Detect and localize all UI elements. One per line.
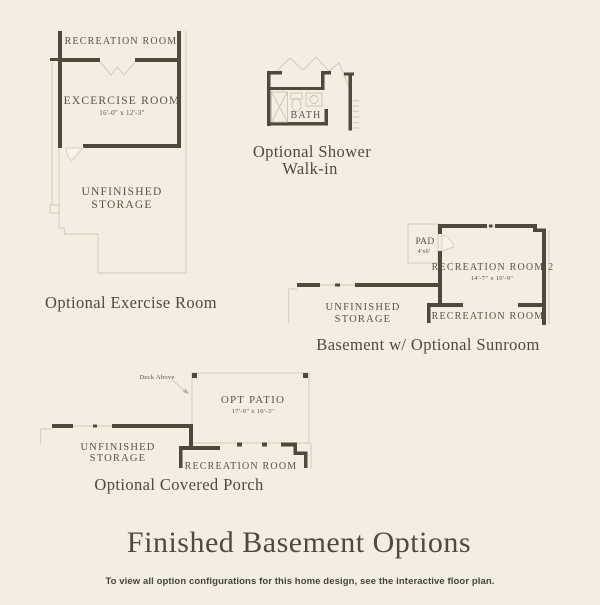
wall-segment [179,446,220,450]
window-tick [335,284,340,287]
door-swing [442,235,454,252]
left-corner-line [41,429,53,444]
wall-segment [355,283,438,287]
window-tick [93,425,97,428]
window-tick [262,443,267,447]
wall-segment [438,251,442,307]
storage-label-line2: STORAGE [334,314,392,325]
porch-post [192,373,197,378]
optional-exercise-room-plan [45,31,217,312]
wall-segment [267,87,325,90]
plan-caption: Optional Exercise Room [45,293,217,312]
optional-shower-walkin-plan [253,57,371,178]
wall-segment [438,224,442,234]
roof-sketch-line [276,58,303,72]
wall-segment [321,71,331,75]
recreation-room-label: RECREATION ROOM [184,461,298,472]
wall-segment [58,58,100,62]
sink-counter [306,93,322,106]
wall-segment [297,283,320,287]
opt-patio-label: OPT PATIO [220,394,286,406]
left-corner-line [289,289,298,323]
wall-segment [50,58,58,61]
wall-segment [83,144,181,148]
window-tick [237,443,242,447]
door-swing [66,148,83,161]
wall-segment [267,122,328,126]
plan-caption-line1: Optional Shower [252,142,372,161]
plan-caption: Optional Covered Porch [94,475,264,494]
window-tick [489,225,493,228]
wall-segment [52,424,73,428]
wall-segment [177,31,181,148]
sink-basin [310,96,318,104]
wall-segment [427,303,463,307]
plan-caption-line2: Walk-in [282,159,338,178]
recreation-room-2-label: RECREATION ROOM 2 [431,262,555,273]
recreation-room-2-dims: 14'-7" x 10'-9" [470,275,514,282]
recreation-room-label: RECREATION ROOM [64,36,178,47]
deck-above-arrow [172,380,185,391]
footer-note: To view all option configurations for this home design, see the interactive floor plan. [105,576,495,587]
recreation-room-label: RECREATION ROOM [431,311,545,322]
porch-post [303,373,308,378]
bath-label: BATH [290,110,322,121]
wall-segment [304,452,308,469]
wall-segment [267,71,271,126]
pad-dims: 4'x6' [417,249,431,255]
exercise-room-label: EXCERCISE ROOM [63,95,181,107]
wall-segment [135,58,181,62]
exercise-room-dims: 16'-0" x 12'-3" [99,109,145,117]
deck-above-label: Deck Above [139,374,175,381]
storage-label-line1: UNFINISHED [80,442,156,453]
wall-segment [438,224,487,228]
french-door-swing [100,62,135,75]
optional-sunroom-plan [289,224,555,354]
roof-sketch-line [303,57,329,71]
storage-label-line2: STORAGE [89,453,147,464]
panel-box [50,205,59,213]
storage-label-line1: UNFINISHED [325,302,401,313]
opt-patio-dims: 17'-0" x 10'-3" [231,408,275,415]
wall-segment [112,424,193,428]
stair-ticks [353,101,360,129]
wall-segment [495,224,533,228]
shower-x-mark [272,92,288,122]
pad-label: PAD [415,237,435,247]
plan-caption: Basement w/ Optional Sunroom [316,335,540,354]
page-title: Finished Basement Options [126,526,472,559]
storage-label-line2: STORAGE [91,199,153,211]
storage-label-line1: UNFINISHED [81,186,163,198]
wall-segment [518,303,546,307]
optional-covered-porch-plan [41,373,312,494]
wall-segment [325,109,329,123]
wall-segment [349,73,353,131]
wall-segment [58,31,62,148]
wall-segment [179,446,183,468]
wall-segment [427,303,431,323]
